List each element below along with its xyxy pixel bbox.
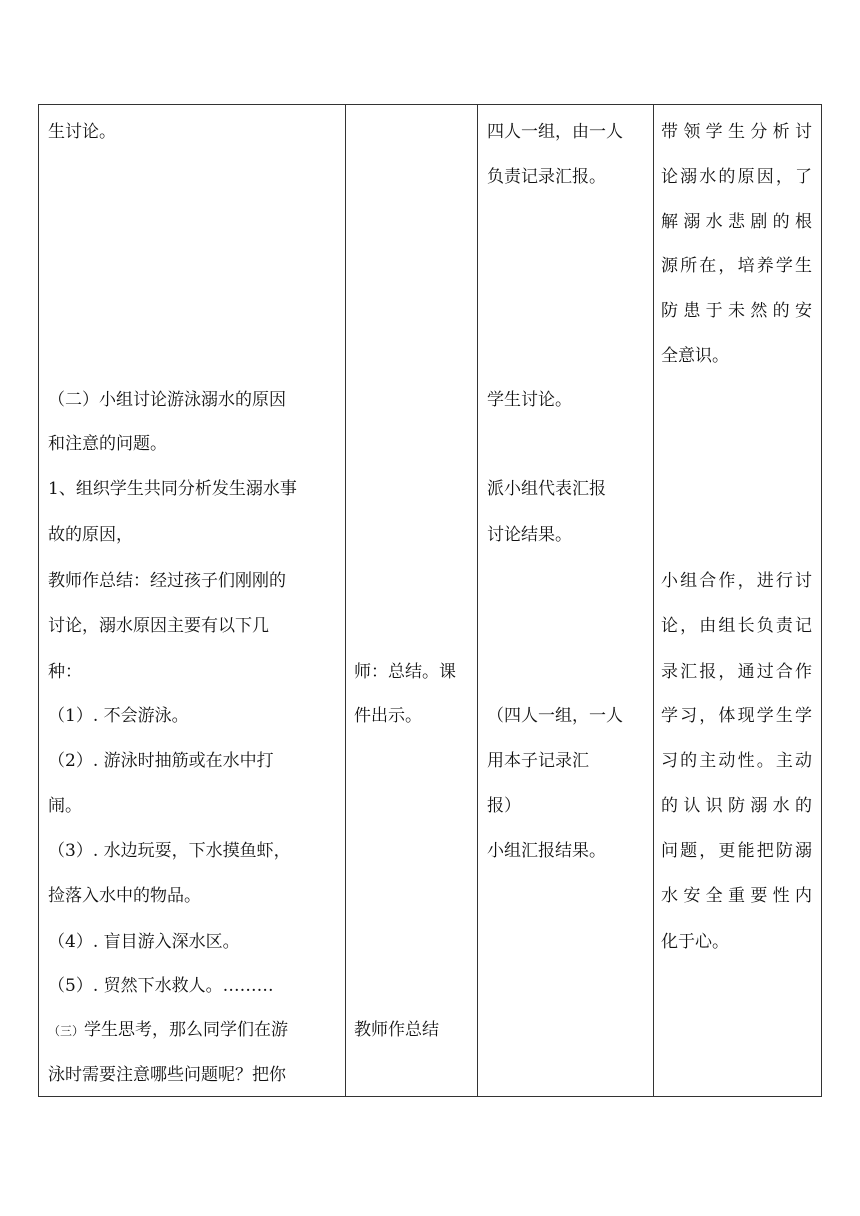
student-activity-column [477,105,653,1096]
student-line: 小组汇报结果。 [487,841,606,861]
content-line: 泳时需要注意哪些问题呢？把你 [48,1065,286,1085]
content-line: 和注意的问题。 [48,434,167,454]
section-heading [48,1019,288,1042]
student-line: 用本子记录汇 [487,751,589,771]
reason-item: （3）. 水边玩耍，下水摸鱼虾， [48,841,291,861]
teacher-line: 师：总结。课 [354,662,456,682]
reason-item: （1）. 不会游泳。 [48,706,189,726]
teacher-activity-column [345,105,477,1096]
content-line: 捡落入水中的物品。 [48,886,201,906]
intent-line: 源所在，培养学生 [661,256,812,276]
content-line: 故的原因， [48,525,133,545]
intent-line: 水安全重要性内 [661,886,812,906]
design-intent-column [653,105,823,1096]
teacher-line: 教师作总结 [354,1020,439,1040]
teacher-line: 件出示。 [354,706,422,726]
intent-line: 论，由组长负责记 [661,616,812,636]
intent-line: 化于心。 [661,932,729,952]
intent-line: 的认识防溺水的 [661,796,812,816]
student-line: （四人一组，一人 [487,706,623,726]
section-text: 学生思考，那么同学们在游 [84,1020,289,1040]
lesson-plan-table [38,104,822,1097]
student-line: 负责记录汇报。 [487,167,606,187]
content-line: 生讨论。 [48,122,116,142]
student-line: 四人一组，由一人 [487,122,623,142]
content-line: 讨论，溺水原因主要有以下几 [48,616,269,636]
student-line: 讨论结果。 [487,525,572,545]
reason-item: （5）. 贸然下水救人。……… [48,976,274,996]
section-number: （三） [48,1024,85,1038]
intent-line: 全意识。 [661,346,729,366]
intent-line: 学习，体现学生学 [661,706,812,726]
student-line: 报） [487,796,521,816]
content-line: 闹。 [48,796,82,816]
content-line: 1、组织学生共同分析发生溺水事 [48,479,297,499]
intent-line: 习的主动性。主动 [661,751,812,771]
intent-line: 带领学生分析讨 [661,122,812,142]
intent-line: 防患于未然的安 [661,301,812,321]
intent-line: 录汇报，通过合作 [661,662,812,682]
intent-line: 论溺水的原因，了 [661,167,812,187]
content-column [39,105,345,1096]
student-line: 学生讨论。 [487,390,572,410]
reason-item: （2）. 游泳时抽筋或在水中打 [48,751,274,771]
intent-line: 解溺水悲剧的根 [661,212,812,232]
reason-item: （4）. 盲目游入深水区。 [48,932,240,952]
intent-line: 小组合作，进行讨 [661,571,812,591]
content-line: 教师作总结：经过孩子们刚刚的 [48,571,286,591]
student-line: 派小组代表汇报 [487,479,606,499]
content-line: 种： [48,662,82,682]
intent-line: 问题，更能把防溺 [661,841,812,861]
section-heading: （二）小组讨论游泳溺水的原因 [48,390,286,410]
